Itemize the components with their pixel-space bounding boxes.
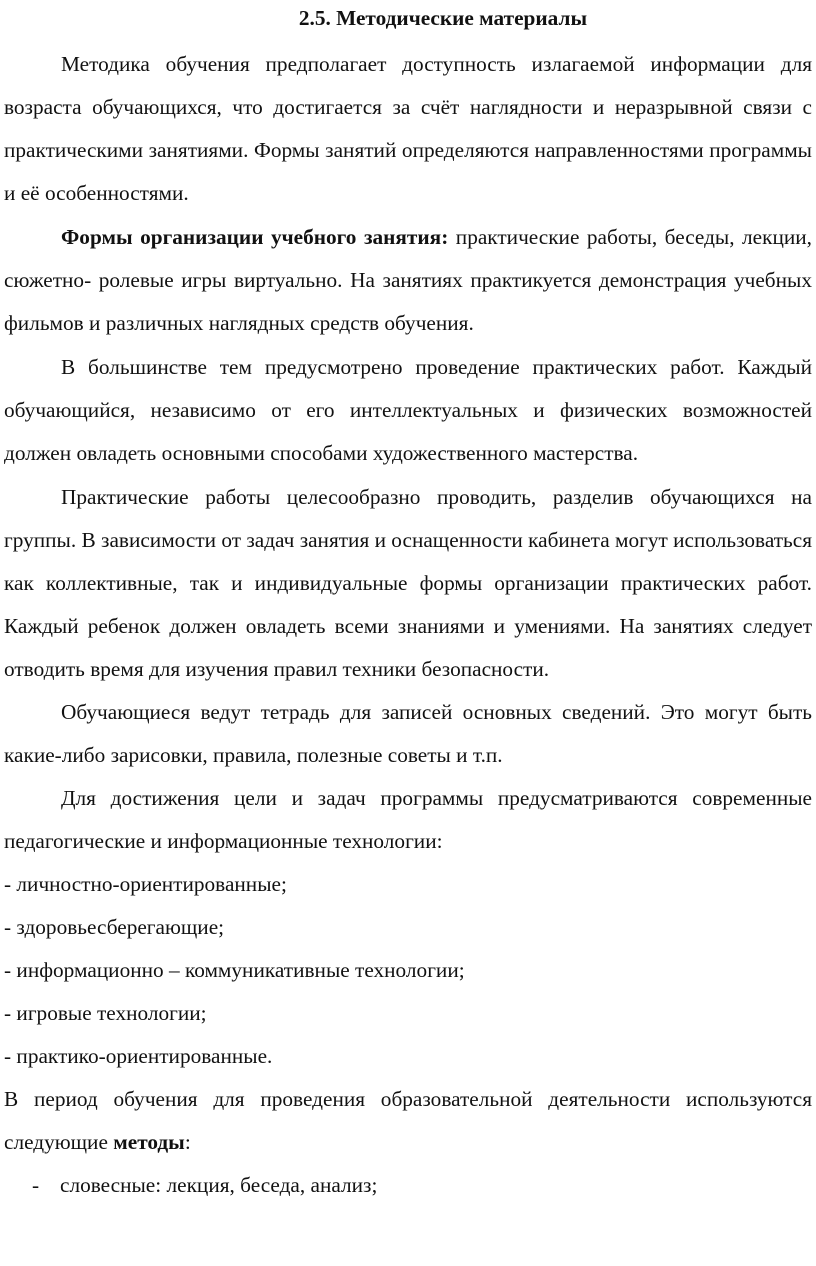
section-title: 2.5. Методические материалы — [298, 6, 588, 30]
paragraph-methods — [4, 1078, 812, 1164]
list-item: - игровые технологии; — [4, 1001, 207, 1025]
paragraph-groups: Практические работы целесообразно проводить, разделив обучающихся на группы. В зависимости от задач занятия и оснащенности кабинета могут использоваться как коллективные, так и индивидуальные формы организации практических работ. Каждый ребенок должен овладеть всеми знаниями и умениями. На занятиях следует отводить время для изучения правил техники безопасности. — [4, 485, 812, 681]
list-item: - здоровьесберегающие; — [4, 915, 225, 939]
methods-colon: : — [184, 1130, 191, 1154]
methods-intro-text: В период обучения для проведения образовательной деятельности используются следующие — [4, 1087, 812, 1154]
list-item: - личностно-ориентированные; — [4, 872, 287, 896]
paragraph-lesson-forms — [4, 216, 812, 345]
paragraph-notebook: Обучающиеся ведут тетрадь для записей основных сведений. Это могут быть какие-либо зарисовки, правила, полезные советы и т.п. — [4, 700, 812, 767]
list-item: - практико-ориентированные. — [4, 1044, 273, 1068]
paragraph-methodology: Методика обучения предполагает доступность излагаемой информации для возраста обучающихся, что достигается за счёт наглядности и неразрывной связи с практическими занятиями. Формы занятий определяются направленностями программы и её особенностями. — [4, 52, 812, 205]
list-dash: - — [32, 1173, 40, 1197]
paragraph-practical-works: В большинстве тем предусмотрено проведение практических работ. Каждый обучающийся, независимо от его интеллектуальных и физических возможностей должен овладеть основными способами художественного мастерства. — [4, 355, 812, 465]
method-list-item — [4, 1164, 812, 1207]
list-item: - информационно – коммуникативные технологии; — [4, 958, 465, 982]
methods-keyword: методы — [113, 1130, 185, 1154]
method-text: словесные: лекция, беседа, анализ; — [60, 1173, 378, 1197]
paragraph-technologies: Для достижения цели и задач программы предусматриваются современные педагогические и информационные технологии: — [4, 786, 812, 853]
lesson-forms-heading: Формы организации учебного занятия: — [61, 225, 449, 249]
lesson-forms-text: практические работы, беседы, лекции, сюжетно- ролевые игры виртуально. На занятиях практикуется демонстрация учебных фильмов и различных наглядных средств обучения. — [4, 225, 812, 335]
